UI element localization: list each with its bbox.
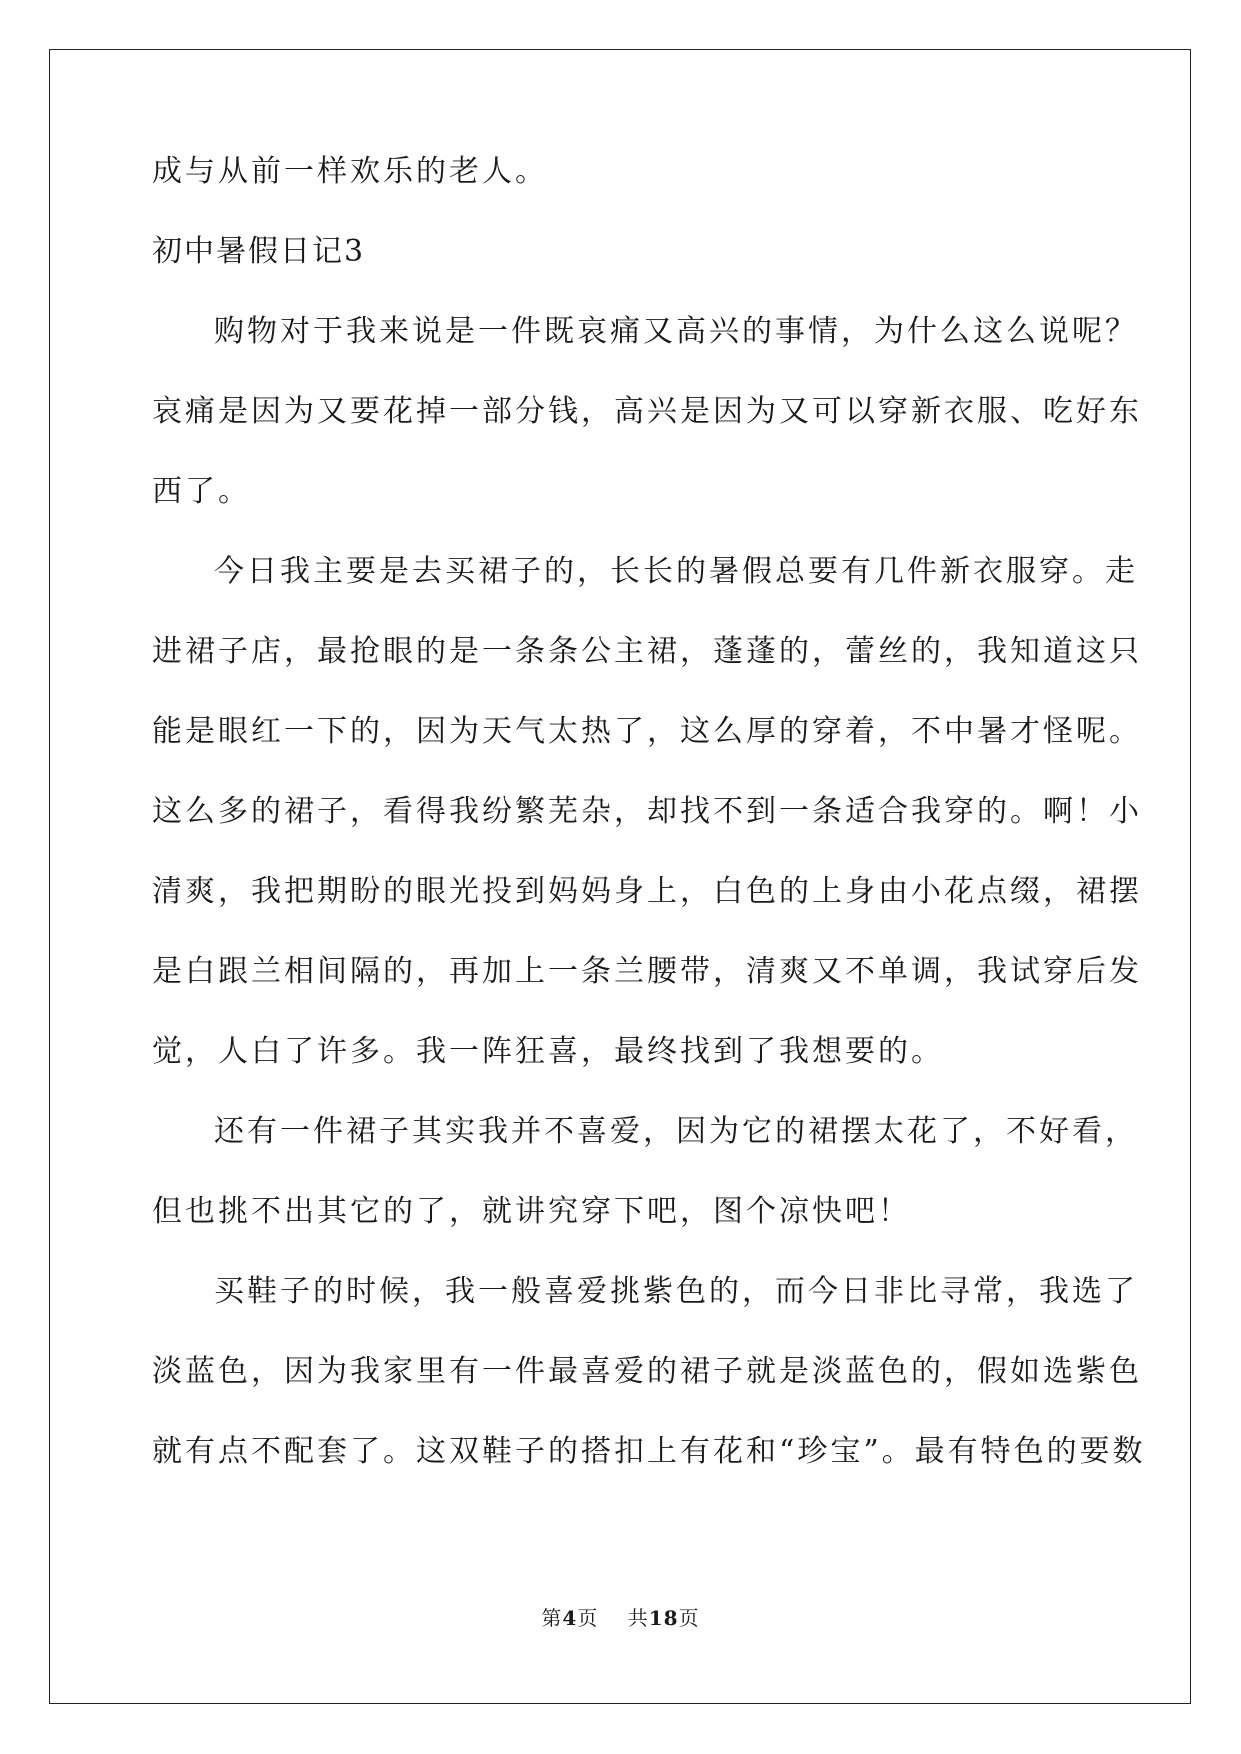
paragraph-line: 淡蓝色，因为我家里有一件最喜爱的裙子就是淡蓝色的，假如选紫色: [152, 1354, 1142, 1389]
footer-page-suffix: 页: [577, 1606, 599, 1630]
footer-prefix: 第: [541, 1606, 563, 1630]
page-footer: [0, 1605, 1241, 1631]
paragraph-line: 还有一件裙子其实我并不喜爱，因为它的裙摆太花了，不好看，: [214, 1114, 1138, 1149]
paragraph-line: 是白跟兰相间隔的，再加上一条兰腰带，清爽又不单调，我试穿后发: [152, 954, 1142, 989]
paragraph-line: 清爽，我把期盼的眼光投到妈妈身上，白色的上身由小花点缀，裙摆: [152, 874, 1142, 909]
paragraph-line: 但也挑不出其它的了，就讲究穿下吧，图个凉快吧！: [152, 1194, 911, 1229]
paragraph-line: 觉，人白了许多。我一阵狂喜，最终找到了我想要的。: [152, 1034, 944, 1069]
section-heading: 初中暑假日记3: [152, 234, 366, 269]
footer-total-suffix: 页: [678, 1606, 700, 1630]
paragraph-line: 进裙子店，最抢眼的是一条条公主裙，蓬蓬的，蕾丝的，我知道这只: [152, 634, 1142, 669]
paragraph-line: 买鞋子的时候，我一般喜爱挑紫色的，而今日非比寻常，我选了: [214, 1274, 1138, 1309]
footer-total-prefix: 共: [627, 1606, 649, 1630]
paragraph-line: 今日我主要是去买裙子的，长长的暑假总要有几件新衣服穿。走: [214, 554, 1138, 589]
paragraph-line: 哀痛是因为又要花掉一部分钱，高兴是因为又可以穿新衣服、吃好东: [152, 394, 1142, 429]
paragraph-line: 这么多的裙子，看得我纷繁芜杂，却找不到一条适合我穿的。啊！小: [152, 794, 1142, 829]
paragraph-line: 西了。: [152, 474, 251, 509]
total-page-count: 18: [648, 1606, 679, 1630]
paragraph-line: 就有点不配套了。这双鞋子的搭扣上有花和“珍宝”。最有特色的要数: [152, 1434, 1146, 1469]
paragraph-line: 购物对于我来说是一件既哀痛又高兴的事情，为什么这么说呢？: [214, 314, 1138, 349]
paragraph-line: 成与从前一样欢乐的老人。: [152, 154, 548, 189]
current-page-number: 4: [562, 1606, 578, 1630]
paragraph-line: 能是眼红一下的，因为天气太热了，这么厚的穿着，不中暑才怪呢。: [152, 714, 1142, 749]
